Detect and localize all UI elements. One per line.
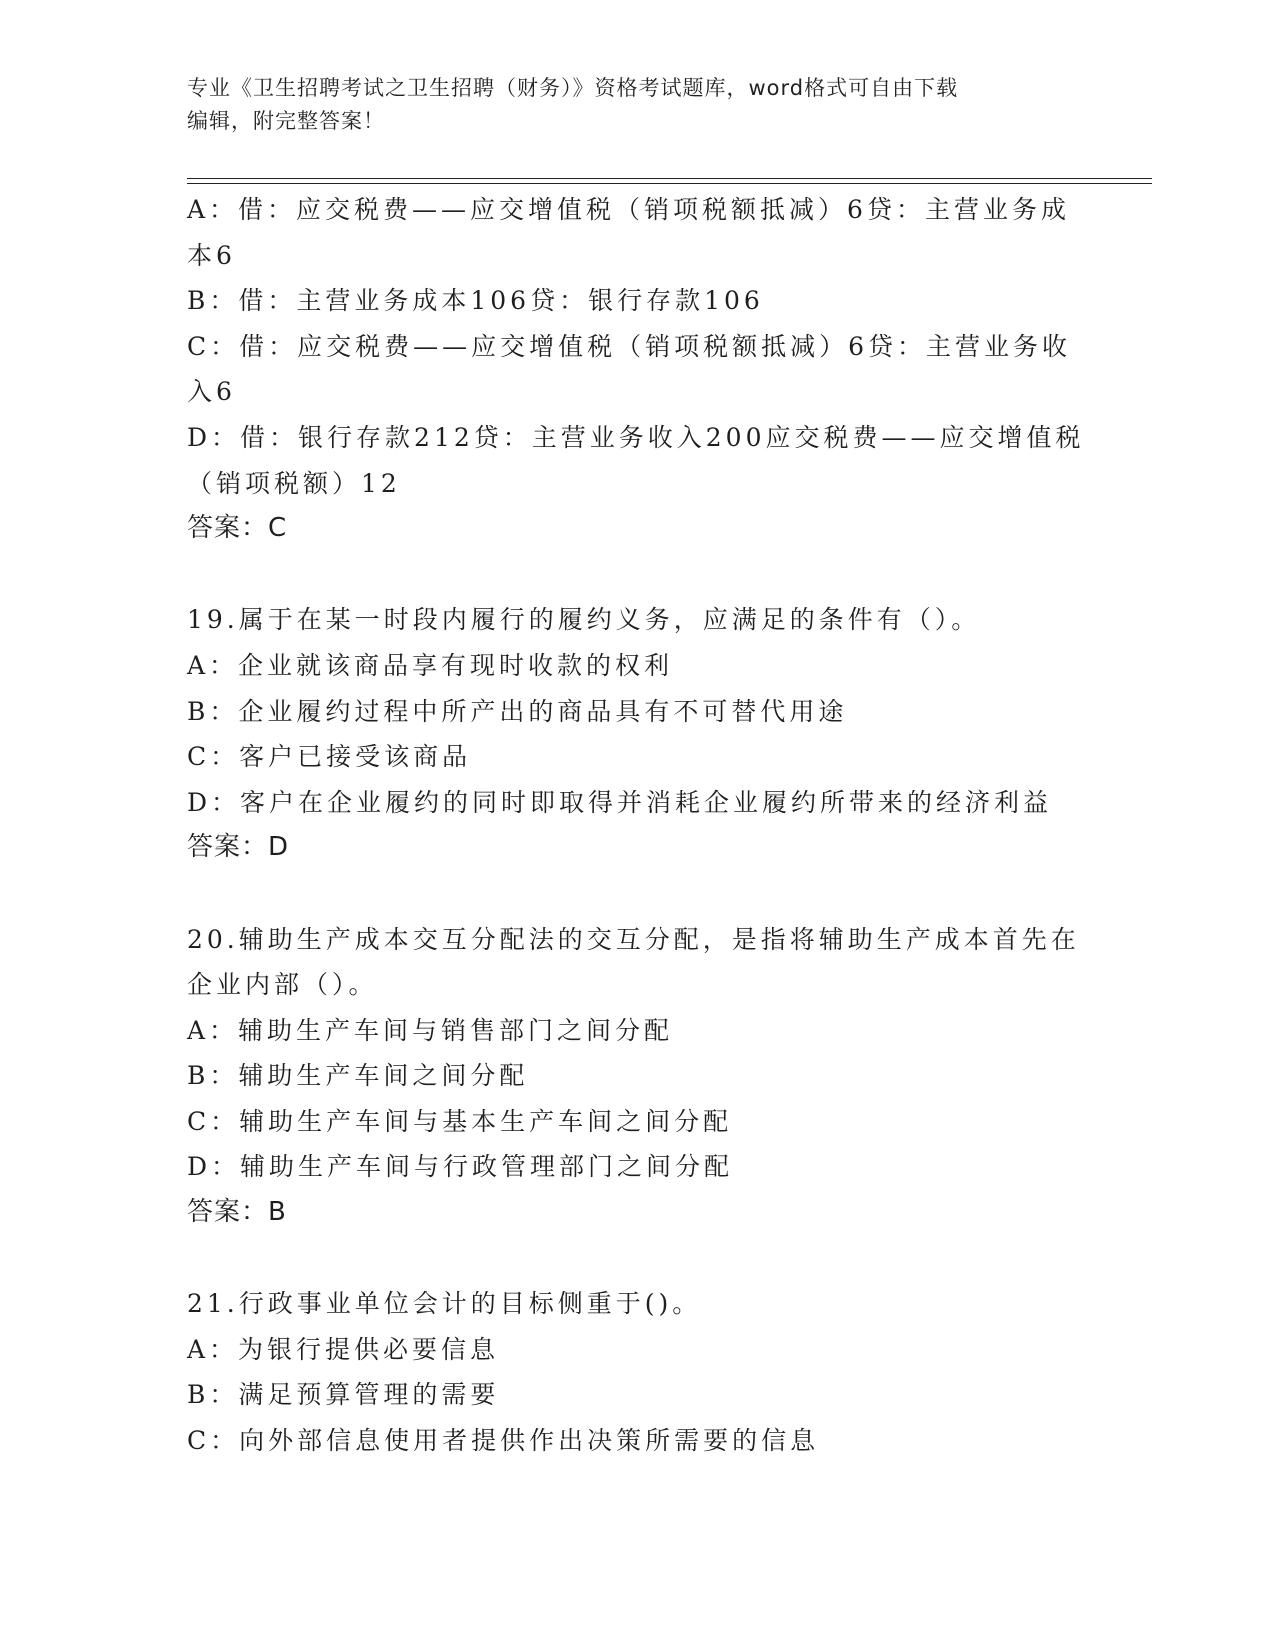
option-d-line-1: D：借：银行存款212贷：主营业务收入200应交税费——应交增值税 [187, 422, 1085, 452]
question-list [187, 187, 1087, 1464]
option-d: D：辅助生产车间与行政管理部门之间分配 [187, 1152, 734, 1182]
question-stem: 19.属于在某一时段内履行的履约义务，应满足的条件有（）。 [187, 605, 981, 635]
question-stem-line-2: 企业内部（）。 [187, 970, 378, 1000]
question-19 [187, 597, 1087, 871]
question-20 [187, 917, 1087, 1236]
header-divider-bottom [187, 183, 1152, 184]
question-stem: 21.行政事业单位会计的目标侧重于()。 [187, 1289, 702, 1319]
option-b: B：满足预算管理的需要 [187, 1380, 500, 1410]
option-c-line-1: C：借：应交税费——应交增值税（销项税额抵减）6贷：主营业务收 [187, 331, 1072, 361]
option-d: D：客户在企业履约的同时即取得并消耗企业履约所带来的经济利益 [187, 787, 1053, 817]
option-c: C：向外部信息使用者提供作出决策所需要的信息 [187, 1426, 820, 1456]
option-c: C：客户已接受该商品 [187, 742, 472, 772]
option-a: A：为银行提供必要信息 [187, 1334, 500, 1364]
question-18-tail [187, 187, 1087, 552]
spacer [187, 871, 1087, 917]
option-b: B：借：主营业务成本106贷：银行存款106 [187, 286, 764, 316]
answer-label: 答案：B [187, 1197, 287, 1228]
option-c: C：辅助生产车间与基本生产车间之间分配 [187, 1106, 733, 1136]
option-a: A：辅助生产车间与销售部门之间分配 [187, 1015, 674, 1045]
option-a: A：企业就该商品享有现时收款的权利 [187, 650, 674, 680]
header-divider-top [187, 178, 1152, 179]
question-stem-line-1: 20.辅助生产成本交互分配法的交互分配，是指将辅助生产成本首先在 [187, 924, 1080, 954]
option-a-line-2: 本6 [187, 240, 236, 270]
spacer [187, 552, 1087, 598]
option-d-line-2: （销项税额）12 [187, 468, 401, 498]
answer-label: 答案：D [187, 832, 290, 863]
option-b: B：企业履约过程中所产出的商品具有不可替代用途 [187, 696, 848, 726]
answer-label: 答案：C [187, 513, 288, 544]
option-b: B：辅助生产车间之间分配 [187, 1061, 529, 1091]
header-line-2: 编辑，附完整答案！ [187, 109, 385, 133]
option-a-line-1: A：借：应交税费——应交增值税（销项税额抵减）6贷：主营业务成 [187, 195, 1070, 224]
question-21 [187, 1281, 1087, 1463]
header-line-1: 专业《卫生招聘考试之卫生招聘（财务）》资格考试题库，word格式可自由下载 [187, 76, 959, 100]
option-c-line-2: 入6 [187, 377, 236, 407]
document-header [187, 72, 1087, 138]
spacer [187, 1236, 1087, 1282]
